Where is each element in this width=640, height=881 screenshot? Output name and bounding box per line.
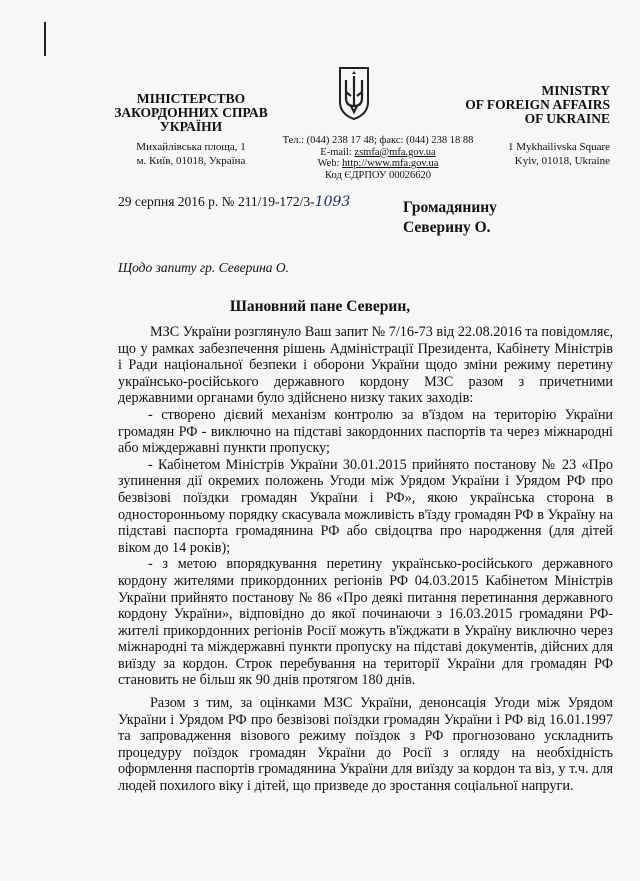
ministry-line: ЗАКОРДОННИХ СПРАВ bbox=[114, 105, 268, 120]
web-link[interactable]: http://www.mfa.gov.ua bbox=[342, 158, 439, 169]
ministry-line: УКРАЇНИ bbox=[159, 119, 223, 134]
ministry-name-ua bbox=[96, 92, 286, 134]
address-line: Михайлівська площа, 1 bbox=[136, 141, 246, 153]
phone-fax: Тел.: (044) 238 17 48; факс: (044) 238 18 88 bbox=[282, 135, 474, 146]
paragraph: Разом з тим, за оцінками МЗС України, денонсація Угоди між Урядом України і Урядом РФ про безвізові поїздки громадян України і РФ від 16.01.1997 та запровадження візового режиму поїздок з РФ прогнозовано ускладнить процедуру поїздок громадян України до Росії з огляду на необхідність оформлення паспортів громадянина України для виїзду за кордон та віз, у т.ч. для людей похилого віку і дітей, що призведе до зростання соціальної напруги. bbox=[118, 695, 613, 795]
pen-mark bbox=[44, 22, 46, 56]
ministry-name-en bbox=[430, 84, 610, 126]
address-line: 1 Mykhailivska Square bbox=[507, 141, 610, 153]
paragraph: - з метою впорядкування перетину українсько-російського державного кордону жителями прикордонних регіонів РФ 04.03.2015 Кабінетом Міністрів України прийнято постанову № 86 «Про деякі питання перетинання державного кордону України», відповідно до якої починаючи з 16.03.2015 громадяни РФ-жителі прикордонних регіонів Росії можуть в'їжджати в Україну виключно через міжнародні та міждержавні пункти пропуску на підставі документів, дійсних для виїзду за кордон. Строк перебування на території України для громадян РФ становить не більш як 90 днів протягом 180 днів. bbox=[118, 556, 613, 689]
ministry-line: OF FOREIGN AFFAIRS bbox=[465, 97, 610, 112]
paragraph: - створено дієвий механізм контролю за в'їздом на територію України громадян РФ - виключно на підставі закордонних паспортів та через міжнародні або міждержавні пункти пропуску; bbox=[118, 406, 613, 457]
contact-block bbox=[268, 135, 488, 181]
email-line: E-mail: zsmfa@mfa.gov.ua bbox=[320, 146, 436, 158]
handwritten-number: 1093 bbox=[314, 194, 351, 210]
ministry-line: MINISTRY bbox=[541, 83, 610, 98]
recipient bbox=[403, 198, 497, 238]
trident-emblem-icon bbox=[334, 62, 374, 122]
address-line: м. Київ, 01018, Україна bbox=[136, 155, 246, 167]
date-number: 29 серпня 2016 р. № 211/19-172/3- bbox=[118, 194, 315, 209]
paragraph: - Кабінетом Міністрів України 30.01.2015 прийнято постанову № 23 «Про зупинення дії окремих положень Угоди між Урядом України і Урядом РФ про безвізові поїздки громадян України і РФ», якою українська сторона в односторонньому порядку скасувала можливість в'їзду громадян РФ в Україну на підставі паспорта громадянина РФ або свідоцтва про народження (для дітей віком до 14 років); bbox=[118, 456, 613, 556]
web-line: Web: http://www.mfa.gov.ua bbox=[317, 158, 439, 169]
edrpou-code: Код ЄДРПОУ 00026620 bbox=[325, 169, 431, 181]
ministry-line: OF UKRAINE bbox=[524, 111, 610, 126]
subject-line: Щодо запиту гр. Северина О. bbox=[118, 260, 290, 275]
recipient-line: Громадянину bbox=[403, 199, 497, 216]
paragraph: МЗС України розглянуло Ваш запит № 7/16-73 від 22.08.2016 та повідомляє, що у рамках забезпечення рішень Адміністрації Президента, Кабінету Міністрів і Ради національної безпеки і оборони України щодо зміни режиму перетину українсько-російського державного кордону МЗС разом з причетними державними органами було здійснено низку таких заходів: bbox=[118, 324, 614, 407]
reference-line bbox=[118, 194, 350, 210]
address-line: Kyiv, 01018, Ukraine bbox=[514, 155, 610, 167]
ministry-line: МІНІСТЕРСТВО bbox=[136, 91, 246, 106]
email-link[interactable]: zsmfa@mfa.gov.ua bbox=[354, 146, 436, 158]
greeting: Шановний пане Северин, bbox=[229, 298, 411, 315]
letter-body bbox=[118, 324, 613, 795]
address-ua bbox=[96, 140, 286, 168]
recipient-line: Северину О. bbox=[403, 219, 491, 236]
